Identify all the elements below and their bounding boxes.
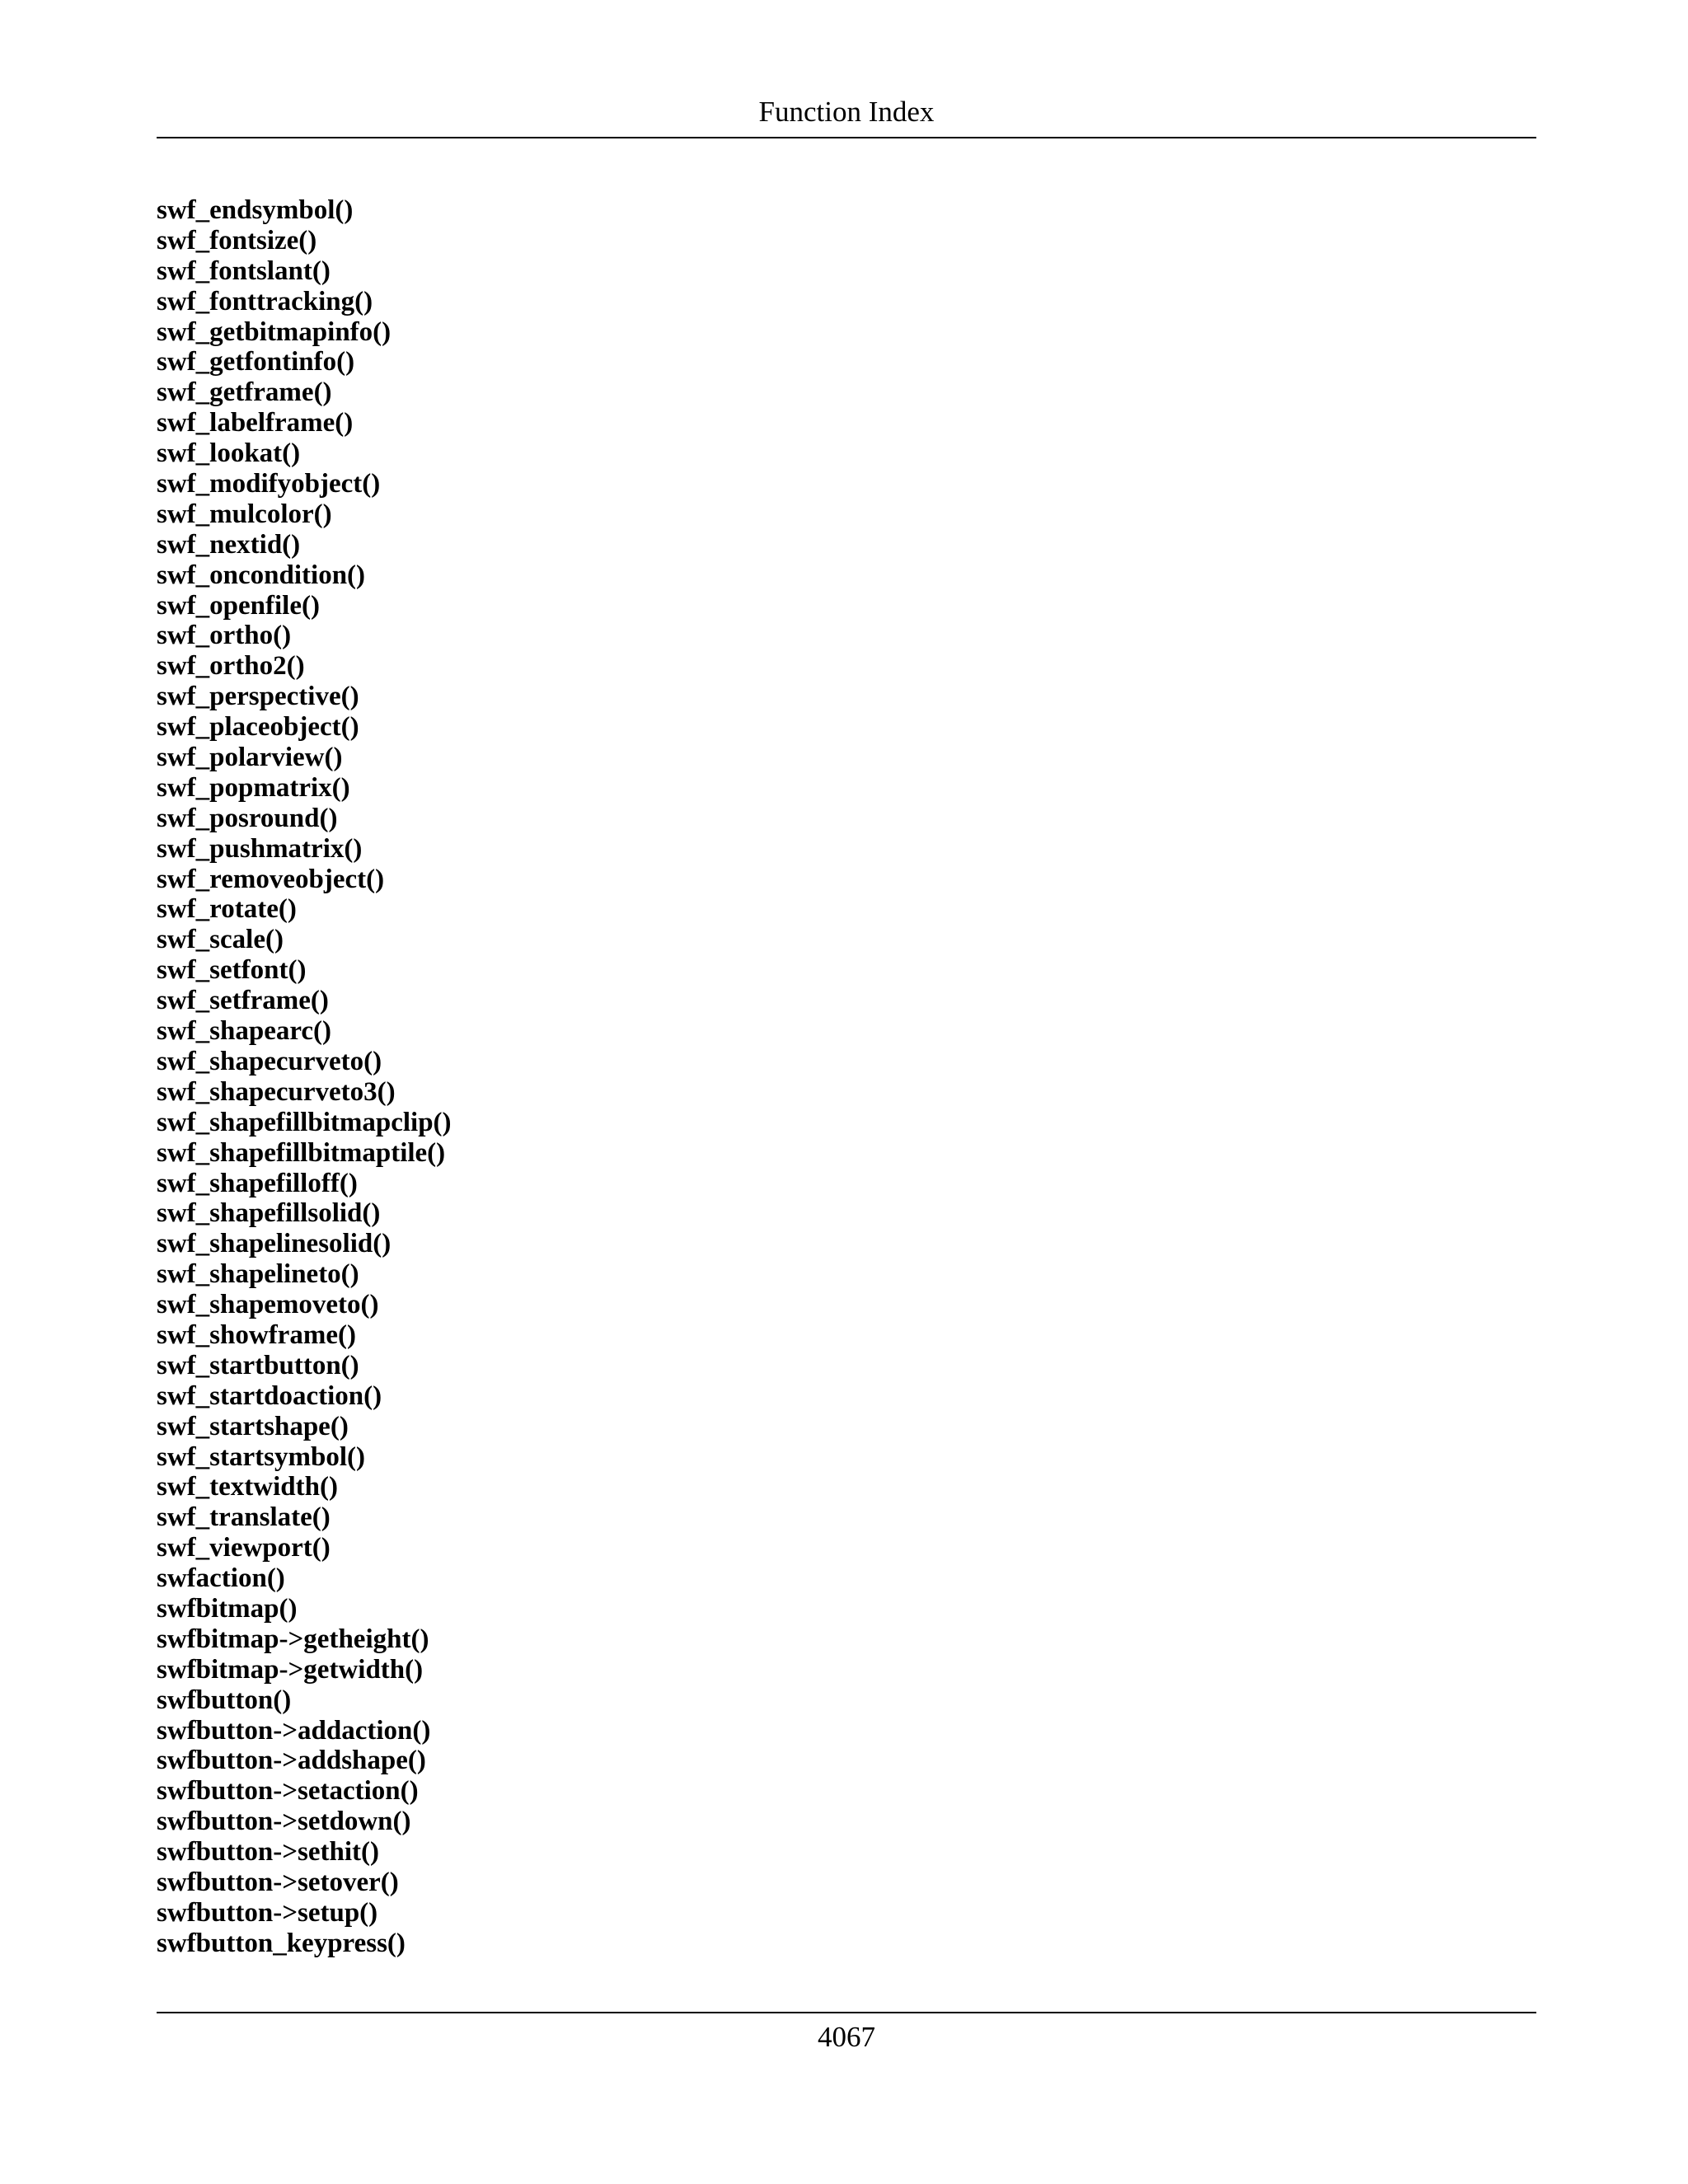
index-entry: swfbutton->sethit() — [157, 1837, 379, 1868]
index-entry: swf_shapelinesolid() — [157, 1229, 392, 1259]
index-entry: swf_modifyobject() — [157, 469, 381, 499]
index-entry: swf_getbitmapinfo() — [157, 316, 392, 347]
index-entry: swf_getframe() — [157, 377, 332, 408]
index-entry: swf_fonttracking() — [157, 286, 373, 316]
header-rule — [157, 137, 1536, 138]
index-entry: swfbitmap->getheight() — [157, 1624, 429, 1654]
index-entry: swf_rotate() — [157, 894, 297, 925]
index-entry: swf_scale() — [157, 925, 284, 955]
index-entry: swf_textwidth() — [157, 1472, 338, 1502]
index-entry: swfbutton->setup() — [157, 1897, 378, 1928]
index-entry: swf_fontslant() — [157, 255, 331, 286]
index-entry: swf_shapemoveto() — [157, 1290, 379, 1320]
index-entry: swf_shapecurveto3() — [157, 1076, 396, 1107]
index-entry: swf_perspective() — [157, 682, 359, 712]
index-entry: swf_mulcolor() — [157, 499, 332, 529]
page-number: 4067 — [818, 2021, 875, 2053]
index-entry: swf_fontsize() — [157, 225, 317, 255]
index-entry: swf_pushmatrix() — [157, 833, 363, 864]
index-entry: swfbutton->setover() — [157, 1867, 399, 1897]
index-entry: swf_setfont() — [157, 955, 307, 986]
index-entry: swf_oncondition() — [157, 560, 366, 590]
index-entry: swf_labelframe() — [157, 408, 354, 438]
index-entry: swf_startshape() — [157, 1411, 349, 1441]
index-entry: swf_popmatrix() — [157, 772, 350, 803]
index-entry: swf_lookat() — [157, 438, 301, 469]
index-entry: swf_ortho() — [157, 621, 292, 651]
footer-rule — [157, 2012, 1536, 2013]
index-entry: swfbitmap() — [157, 1593, 298, 1624]
index-entry: swf_startbutton() — [157, 1350, 359, 1380]
index-entry: swf_startsymbol() — [157, 1441, 365, 1472]
index-entry: swfbutton->setaction() — [157, 1776, 419, 1807]
index-entry: swf_showframe() — [157, 1319, 356, 1350]
index-entry: swf_startdoaction() — [157, 1380, 382, 1411]
index-entry: swfbutton->addshape() — [157, 1746, 426, 1776]
index-entry: swf_shapearc() — [157, 1016, 332, 1047]
index-entry: swf_openfile() — [157, 590, 320, 621]
index-entry: swfbutton->setdown() — [157, 1807, 411, 1837]
index-entry: swf_shapefilloff() — [157, 1168, 358, 1198]
index-entry: swf_ortho2() — [157, 651, 305, 682]
index-entry: swf_shapefillbitmapclip() — [157, 1107, 452, 1137]
index-entry: swf_posround() — [157, 803, 338, 833]
index-entry: swf_setframe() — [157, 986, 329, 1016]
index-entry: swf_shapefillsolid() — [157, 1198, 381, 1229]
index-entry: swf_placeobject() — [157, 712, 359, 743]
index-entry: swf_nextid() — [157, 529, 301, 560]
index-entry: swf_shapelineto() — [157, 1259, 359, 1290]
index-entry: swf_polarview() — [157, 743, 343, 773]
index-entry: swfbutton() — [157, 1685, 292, 1715]
page-header-title: Function Index — [758, 96, 935, 128]
index-entry: swf_viewport() — [157, 1533, 331, 1563]
index-entry: swfbutton->addaction() — [157, 1715, 431, 1746]
index-entry: swfbitmap->getwidth() — [157, 1654, 424, 1685]
index-entry: swfaction() — [157, 1563, 285, 1594]
index-entry: swfbutton_keypress() — [157, 1928, 406, 1958]
index-entry: swf_translate() — [157, 1502, 331, 1533]
function-index-list — [157, 195, 452, 1959]
index-entry: swf_endsymbol() — [157, 195, 354, 225]
index-entry: swf_shapefillbitmaptile() — [157, 1137, 446, 1168]
index-entry: swf_getfontinfo() — [157, 347, 355, 377]
index-entry: swf_removeobject() — [157, 864, 385, 894]
index-entry: swf_shapecurveto() — [157, 1046, 382, 1076]
